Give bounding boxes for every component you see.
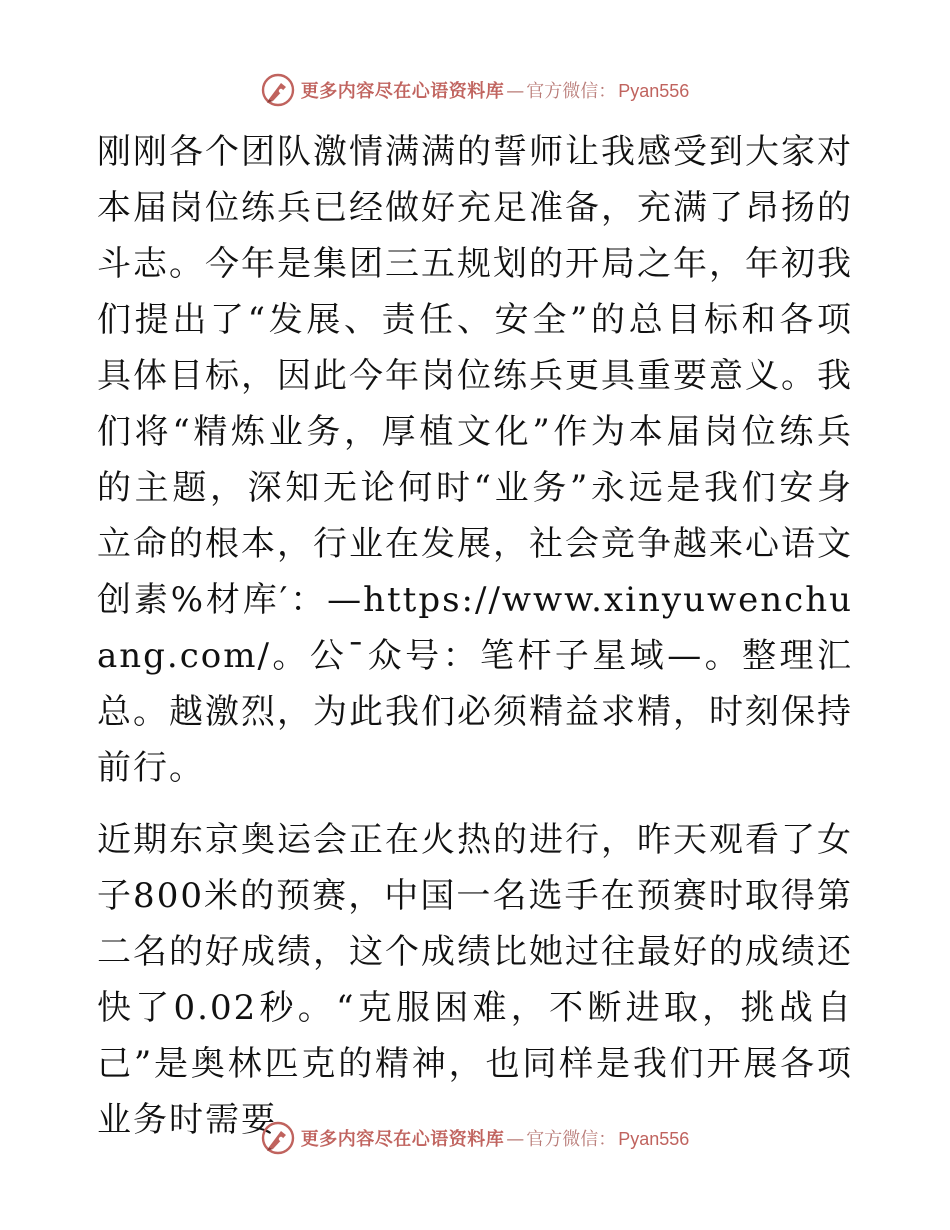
header-separator: — bbox=[506, 81, 525, 102]
footer-wechat-id: Pyan556 bbox=[618, 1129, 690, 1149]
header-site-name: 更多内容尽在心语资料库 bbox=[300, 81, 505, 102]
pen-nib-logo-icon bbox=[261, 73, 295, 107]
pen-nib-logo-icon bbox=[261, 1121, 295, 1155]
paragraph-1: 刚刚各个团队激情满满的誓师让我感受到大家对本届岗位练兵已经做好充足准备，充满了昂扬的斗志。今年是集团三五规划的开局之年，年初我们提出了“发展、责任、安全”的总目标和各项具体目标，因此今年岗位练兵更具重要意义。我们将“精炼业务，厚植文化”作为本届岗位练兵的主题，深知无论何时“业务”永远是我们安身立命的根本，行业在发展，社会竞争越来心语文创素%材库′：—https://www.xinyuwenchuang.com/。公¯众号：笔杆子星域—。整理汇总。越激烈，为此我们必须精益求精，时刻保持前行。 bbox=[97, 132, 853, 788]
footer-separator: — bbox=[506, 1129, 525, 1150]
footer-site-name: 更多内容尽在心语资料库 bbox=[300, 1129, 505, 1150]
document-body bbox=[97, 124, 853, 1164]
footer-banner bbox=[0, 1118, 950, 1158]
header-banner-text bbox=[301, 77, 690, 103]
paragraph-2: 近期东京奥运会正在火热的进行，昨天观看了女子800米的预赛，中国一名选手在预赛时取得第二名的好成绩，这个成绩比她过往最好的成绩还快了0.02秒。“克服困难，不断进取，挑战自己”是奥林匹克的精神，也同样是我们开展各项业务时需要 bbox=[97, 820, 853, 1140]
header-banner bbox=[0, 70, 950, 110]
header-wechat-id: Pyan556 bbox=[618, 81, 690, 101]
footer-wechat-label: 官方微信： bbox=[526, 1129, 617, 1150]
header-wechat-label: 官方微信： bbox=[526, 81, 617, 102]
footer-banner-text bbox=[301, 1125, 690, 1151]
